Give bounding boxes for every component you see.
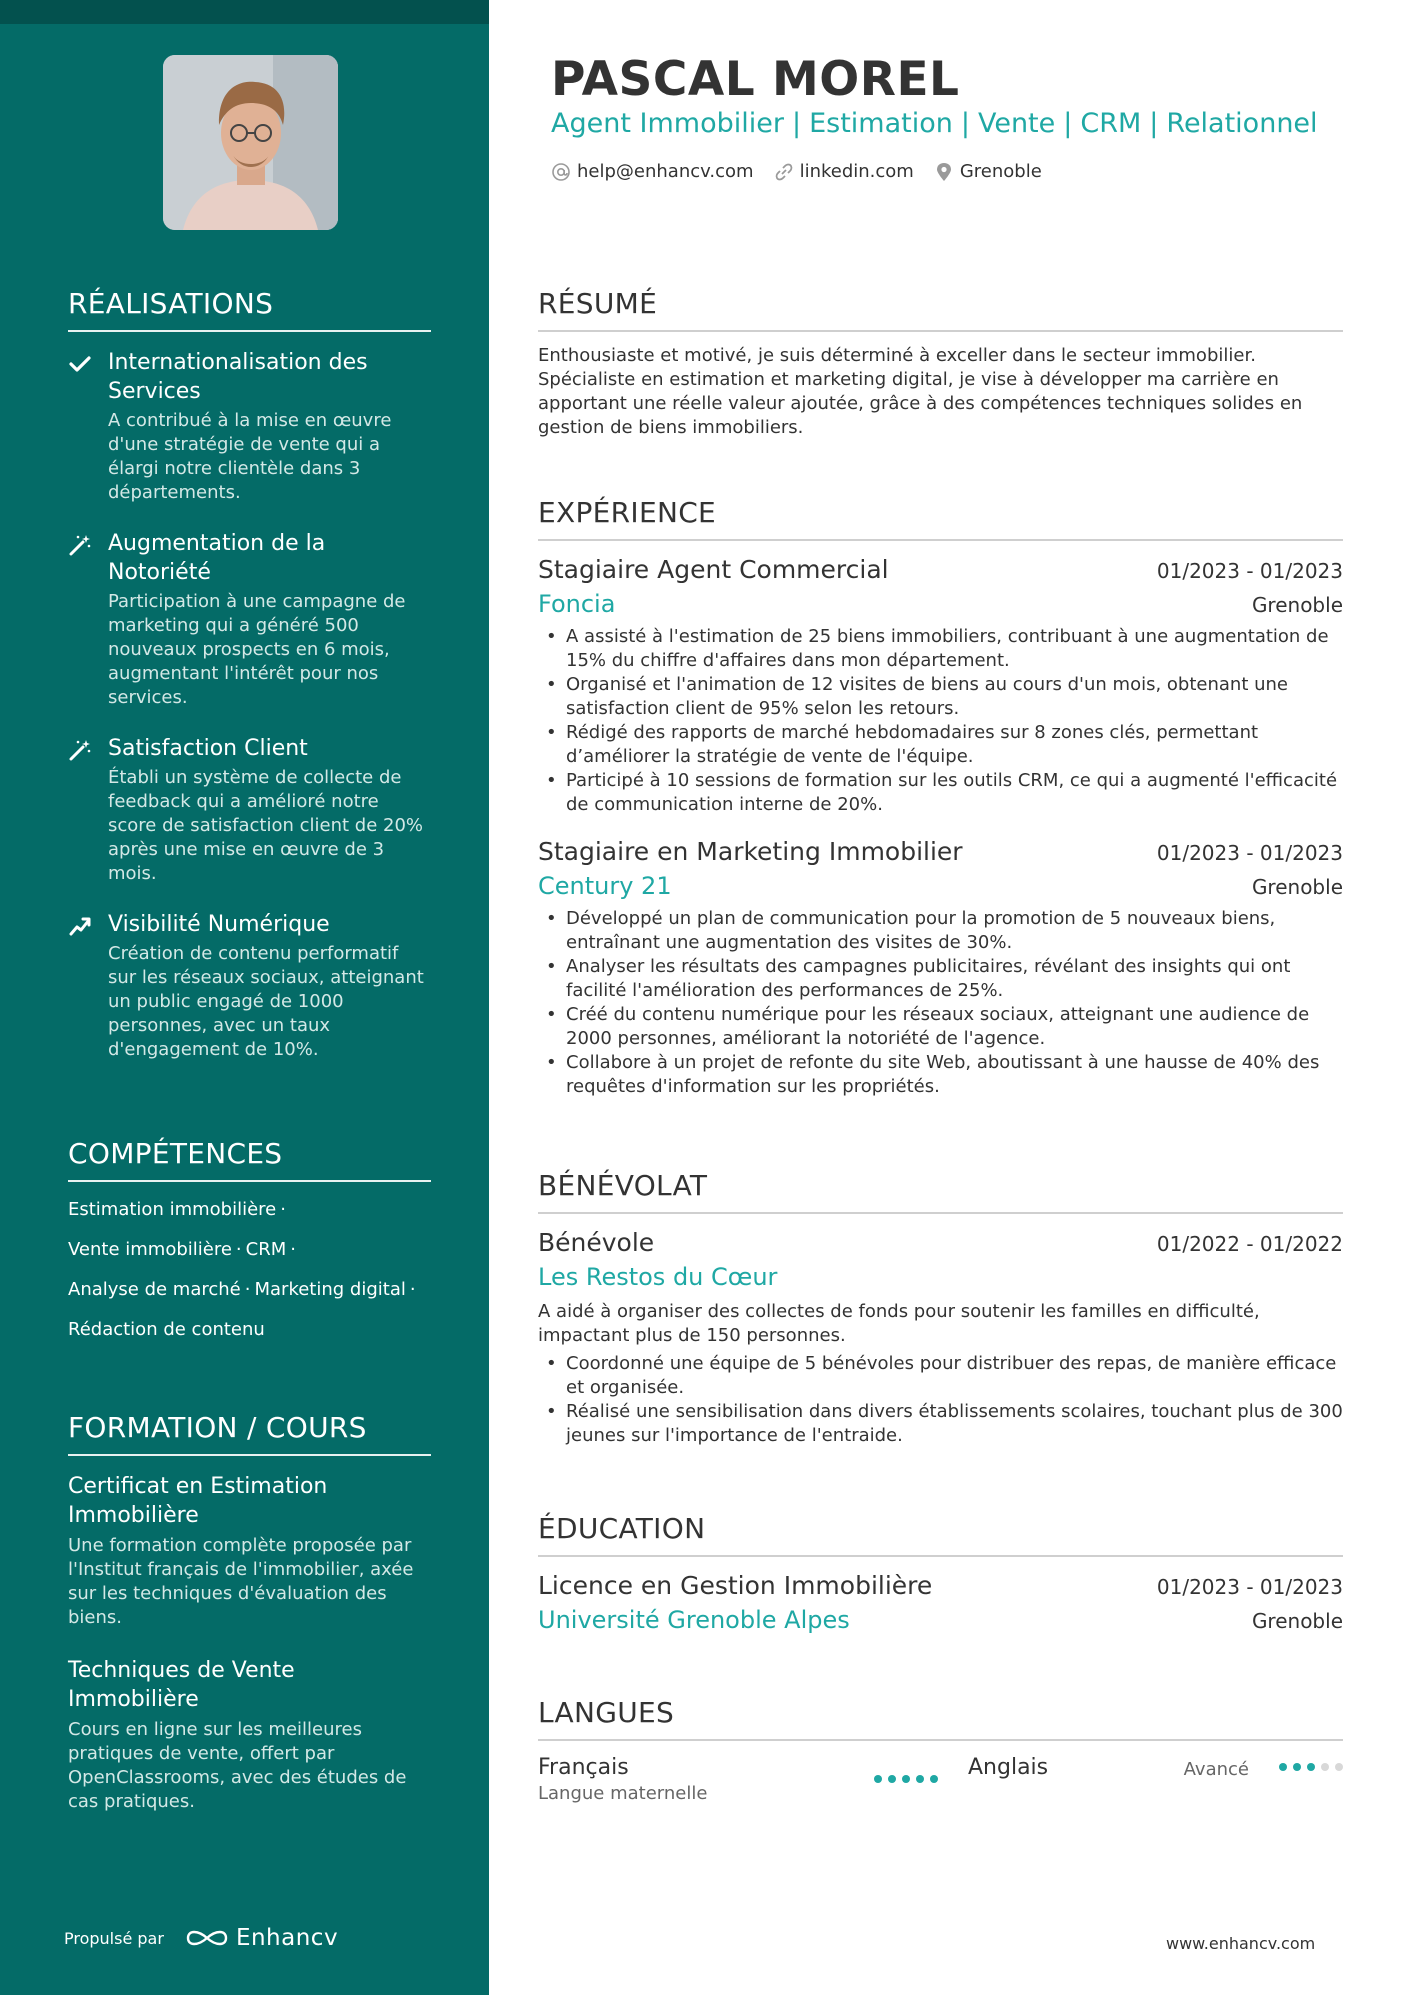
- summary-text: Enthousiaste et motivé, je suis déterminé à exceller dans le secteur immobilier. Spécialiste en estimation et marketing digital, je vise à développer ma carrière en apportant une réelle valeur ajoutée, grâce à des compétences techniques solides en gestion de biens immobiliers.: [538, 345, 1303, 439]
- skill-line: Vente immobilière · CRM ·: [68, 1239, 296, 1261]
- courses-section: [68, 1412, 431, 1840]
- experience-entry: [538, 835, 1343, 1099]
- bullet-item: • Collabore à un projet de refonte du site Web, aboutissant à une hausse de 40% des requêtes d'information sur les propriétés.: [538, 1051, 1343, 1099]
- job-location: Grenoble: [1251, 875, 1343, 900]
- language-proficiency-dots: [868, 1753, 938, 1804]
- achievement-desc: Établi un système de collecte de feedback qui a amélioré notre score de satisfaction client de 20% après une mise en œuvre de 3 mois.: [108, 767, 424, 885]
- bullet-item: • Participé à 10 sessions de formation sur les outils CRM, ce qui a augmenté l'efficacité de communication interne de 20%.: [538, 769, 1343, 817]
- achievement-title: Internationalisation des Services: [108, 350, 368, 405]
- bullet-item: • Développé un plan de communication pour la promotion de 5 nouveaux biens, entraînant une augmentation des visites de 30%.: [538, 907, 1343, 955]
- achievement-title: Augmentation de la Notoriété: [108, 531, 326, 586]
- language-name: Français: [538, 1755, 629, 1781]
- course-item: [68, 1472, 431, 1630]
- achievement-title: Satisfaction Client: [108, 736, 308, 762]
- language-level: Avancé: [1183, 1759, 1249, 1781]
- bullet-item: • Réalisé une sensibilisation dans divers établissements scolaires, touchant plus de 300 jeunes sur l'importance de l'entraide.: [538, 1400, 1343, 1448]
- course-desc: Cours en ligne sur les meilleures pratiques de vente, offert par OpenClassrooms, avec des études de cas pratiques.: [68, 1719, 407, 1813]
- enhancv-logo-icon: [184, 1926, 230, 1950]
- skill-tag: Rédaction de contenu: [68, 1319, 265, 1341]
- proficiency-dot-empty: [1335, 1763, 1343, 1771]
- contact-location: [934, 161, 1042, 182]
- linkedin-text: linkedin.com: [799, 161, 914, 182]
- enhancv-brand: Enhancv: [235, 1925, 339, 1951]
- achievement-desc: Participation à une campagne de marketing qui a généré 500 nouveaux prospects en 6 mois, augmentant l'intérêt pour nos services.: [108, 591, 406, 709]
- proficiency-dot-filled: [1279, 1763, 1287, 1771]
- headline-item: Relationnel: [1166, 108, 1318, 139]
- experience-section: [538, 497, 1343, 1117]
- achievements-section: [68, 288, 431, 1086]
- achievement-desc: Création de contenu performatif sur les réseaux sociaux, atteignant un public engagé de 1000 personnes, avec un taux d'engagement de 10%.: [108, 943, 424, 1061]
- profile-photo: [163, 55, 338, 230]
- proficiency-dot-filled: [930, 1775, 938, 1783]
- school-location: Grenoble: [1251, 1609, 1343, 1634]
- language-item: [968, 1753, 1343, 1804]
- achievement-desc: A contribué à la mise en œuvre d'une stratégie de vente qui a élargi notre clientèle dans 3 départements.: [108, 410, 392, 504]
- job-bullets: [538, 625, 1343, 817]
- volunteer-bullets: [538, 1352, 1343, 1448]
- job-bullets: [538, 907, 1343, 1099]
- skill-line: [68, 1318, 431, 1342]
- education-entry: [538, 1569, 1343, 1637]
- language-level: Langue maternelle: [538, 1783, 708, 1805]
- bullet-item: • Rédigé des rapports de marché hebdomadaires sur 8 zones clés, permettant d’améliorer la stratégie de vente de l'équipe.: [538, 721, 1343, 769]
- sidebar: [0, 0, 489, 1995]
- achievements-title: RÉALISATIONS: [68, 288, 431, 332]
- headline: Agent Immobilier | Estimation | Vente | CRM | Relationnel: [551, 108, 1318, 139]
- skill-line: Estimation immobilière ·: [68, 1199, 286, 1221]
- headline-item: Agent Immobilier: [551, 108, 784, 139]
- education-title: ÉDUCATION: [538, 1513, 1343, 1557]
- skill-tag: Estimation immobilière: [68, 1199, 277, 1221]
- skills-title: COMPÉTENCES: [68, 1138, 431, 1182]
- achievement-item: [68, 529, 431, 710]
- experience-entry: [538, 553, 1343, 817]
- link-icon: [774, 162, 794, 182]
- job-dates: 01/2023 - 01/2023: [1156, 841, 1343, 866]
- education-section: [538, 1513, 1343, 1655]
- contact-bar: [551, 161, 1062, 182]
- powered-by-label: Propulsé par: [64, 1928, 164, 1948]
- job-dates: 01/2023 - 01/2023: [1156, 559, 1343, 584]
- skills-section: [68, 1138, 431, 1358]
- bullet-item: • Coordonné une équipe de 5 bénévoles pour distribuer des repas, de manière efficace et organisée.: [538, 1352, 1343, 1400]
- proficiency-dot-filled: [902, 1775, 910, 1783]
- language-item: [538, 1753, 938, 1804]
- volunteering-entry: [538, 1226, 1343, 1448]
- bullet-item: • Analyser les résultats des campagnes publicitaires, révélant des insights qui ont facilité l'amélioration des performances de 25%.: [538, 955, 1343, 1003]
- course-desc: Une formation complète proposée par l'Institut français de l'immobilier, axée sur les techniques d'évaluation des biens.: [68, 1535, 414, 1629]
- language-name: Anglais: [968, 1755, 1049, 1781]
- school-name: Université Grenoble Alpes: [538, 1606, 850, 1635]
- company-name: Century 21: [538, 872, 672, 901]
- proficiency-dot-filled: [1307, 1763, 1315, 1771]
- achievement-title: Visibilité Numérique: [108, 912, 330, 938]
- job-title: Stagiaire en Marketing Immobilier: [538, 837, 963, 867]
- contact-linkedin[interactable]: [774, 161, 914, 182]
- course-item: [68, 1656, 431, 1814]
- trend-icon: [68, 914, 92, 938]
- magic-wand-icon: [68, 738, 92, 762]
- courses-title: FORMATION / COURS: [68, 1412, 431, 1456]
- at-icon: [551, 162, 571, 182]
- enhancv-logo[interactable]: [184, 1925, 338, 1951]
- proficiency-dot-filled: [888, 1775, 896, 1783]
- bullet-item: • A assisté à l'estimation de 25 biens immobiliers, contribuant à une augmentation de 15% du chiffre d'affaires dans mon département.: [538, 625, 1343, 673]
- job-title: Stagiaire Agent Commercial: [538, 555, 889, 585]
- candidate-name: PASCAL MOREL: [551, 52, 960, 107]
- location-text: Grenoble: [959, 161, 1042, 182]
- sidebar-top-bar: [0, 0, 489, 24]
- volunteer-role: Bénévole: [538, 1228, 655, 1258]
- check-icon: [68, 352, 92, 376]
- headline-item: Vente: [977, 108, 1056, 139]
- volunteering-section: [538, 1170, 1343, 1466]
- website-link[interactable]: www.enhancv.com: [1166, 1934, 1316, 1953]
- job-location: Grenoble: [1251, 593, 1343, 618]
- skill-tag: Marketing digital: [254, 1279, 406, 1301]
- achievement-item: [68, 734, 431, 886]
- headline-item: Estimation: [809, 108, 953, 139]
- languages-section: [538, 1697, 1343, 1804]
- skill-tag: CRM: [245, 1239, 287, 1261]
- proficiency-dot-filled: [916, 1775, 924, 1783]
- proficiency-dot-filled: [1293, 1763, 1301, 1771]
- skill-tag: Analyse de marché: [68, 1279, 241, 1301]
- languages-title: LANGUES: [538, 1697, 1343, 1741]
- degree-dates: 01/2023 - 01/2023: [1156, 1575, 1343, 1600]
- languages-list: [538, 1753, 1343, 1804]
- location-pin-icon: [934, 162, 954, 182]
- skill-line: Analyse de marché · Marketing digital ·: [68, 1279, 416, 1301]
- summary-section: [538, 288, 1343, 440]
- contact-email[interactable]: [551, 161, 754, 182]
- powered-by: [64, 1925, 338, 1951]
- proficiency-dot-filled: [874, 1775, 882, 1783]
- email-text: help@enhancv.com: [577, 161, 754, 182]
- summary-title: RÉSUMÉ: [538, 288, 1343, 332]
- headline-item: CRM: [1080, 108, 1142, 139]
- volunteer-org: Les Restos du Cœur: [538, 1263, 778, 1292]
- course-title: Techniques de Vente Immobilière: [68, 1658, 295, 1713]
- language-proficiency-dots: [1273, 1763, 1343, 1771]
- proficiency-dot-empty: [1321, 1763, 1329, 1771]
- bullet-item: • Créé du contenu numérique pour les réseaux sociaux, atteignant une audience de 2000 personnes, améliorant la notoriété de l'agence.: [538, 1003, 1343, 1051]
- experience-title: EXPÉRIENCE: [538, 497, 1343, 541]
- achievement-item: [68, 910, 431, 1062]
- volunteering-title: BÉNÉVOLAT: [538, 1170, 1343, 1214]
- skill-tag: Vente immobilière: [68, 1239, 232, 1261]
- course-title: Certificat en Estimation Immobilière: [68, 1474, 328, 1529]
- volunteer-desc: A aidé à organiser des collectes de fonds pour soutenir les familles en difficulté, impactant plus de 150 personnes.: [538, 1301, 1260, 1347]
- bullet-item: • Organisé et l'animation de 12 visites de biens au cours d'un mois, obtenant une satisfaction client de 95% selon les retours.: [538, 673, 1343, 721]
- magic-wand-icon: [68, 533, 92, 557]
- volunteer-dates: 01/2022 - 01/2022: [1156, 1232, 1343, 1257]
- company-name: Foncia: [538, 590, 616, 619]
- degree-name: Licence en Gestion Immobilière: [538, 1571, 933, 1601]
- achievement-item: [68, 348, 431, 505]
